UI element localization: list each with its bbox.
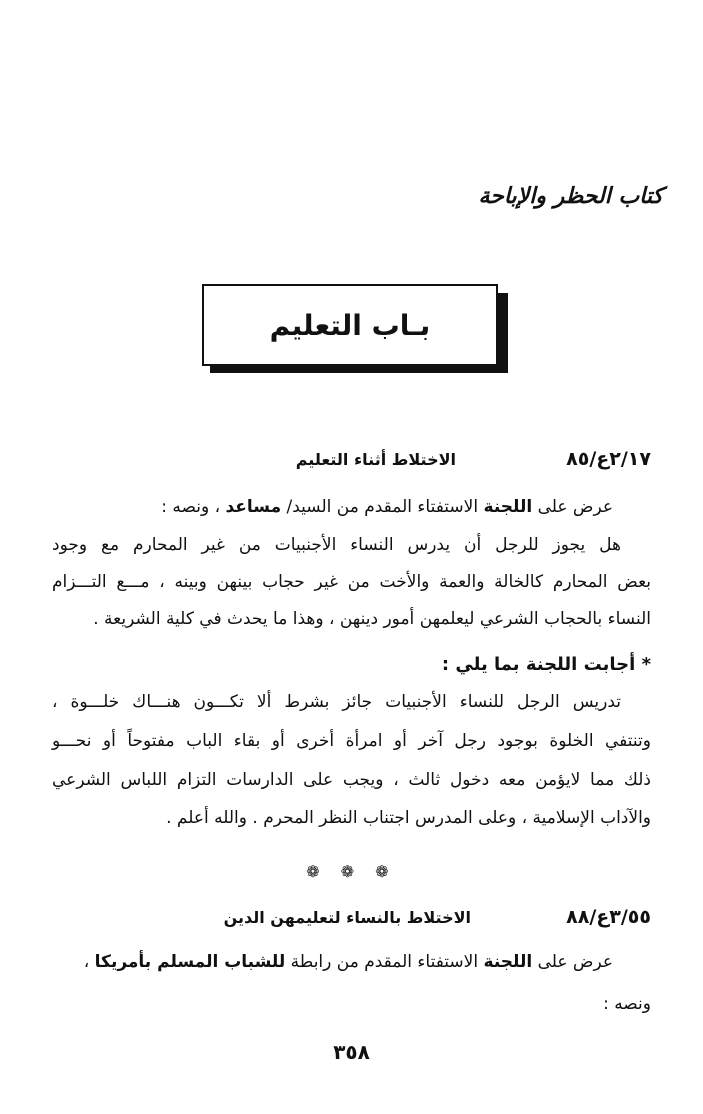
fatwa2-title: الاختلاط بالنساء لتعليمهن الدين (223, 908, 471, 927)
fatwa2-heading (52, 906, 651, 936)
intro-prefix: عرض على (537, 497, 613, 517)
fatwa2-reference: ٣/٥٥ع/٨٨ (566, 906, 651, 928)
question-line-2: بعض المحارم كالخالة والعمة والأخت من غير حجاب بينهن وبينه ، مـــع التـــزام (52, 572, 651, 592)
intro-middle: الاستفتاء المقدم من رابطة (290, 952, 479, 972)
answer-line-2: وتنتفي الخلوة بوجود رجل آخر أو امرأة أخرى أو بقاء الباب مفتوحاً أو نحـــو (52, 731, 651, 751)
fatwa1-reference: ٢/١٧ع/٨٥ (566, 448, 651, 470)
fatwa2-intro-line-2: ونصه : (603, 994, 651, 1014)
chapter-title: بـاب التعليم (269, 308, 431, 342)
fatwa1-intro (52, 495, 613, 519)
intro-prefix: عرض على (537, 952, 613, 972)
intro-asker: مساعد (225, 497, 282, 517)
intro-suffix: ، (83, 952, 90, 972)
intro-middle: الاستفتاء المقدم من السيد/ (286, 497, 479, 517)
page-number: ٣٥٨ (333, 1040, 370, 1064)
answer-line-3: ذلك مما لايؤمن معه دخول ثالث ، ويجب على الدارسات التزام اللباس الشرعي (52, 770, 651, 790)
intro-committee: اللجنة (483, 497, 533, 517)
question-line-3: النساء بالحجاب الشرعي ليعلمهن أمور دينهن ، وهذا ما يحدث في كلية الشريعة . (93, 609, 651, 629)
chapter-box (202, 284, 498, 366)
fatwa1-title: الاختلاط أثناء التعليم (295, 450, 456, 469)
answer-heading (52, 653, 651, 677)
intro-committee: اللجنة (483, 952, 533, 972)
section-separator: ❁ ❁ ❁ (306, 862, 397, 881)
fatwa2-intro (52, 950, 613, 974)
running-header: كتاب الحظر والإباحة (478, 183, 663, 209)
intro-suffix: ، ونصه : (161, 497, 221, 517)
question-line-1: هل يجوز للرجل أن يدرس النساء الأجنبيات من غير المحارم مع وجود (52, 535, 621, 555)
intro-asker: للشباب المسلم بأمريكا (94, 952, 286, 972)
fatwa1-heading (52, 448, 651, 478)
answer-line-4: والآداب الإسلامية ، وعلى المدرس اجتناب النظر المحرم . والله أعلم . (166, 808, 651, 828)
answer-heading-text: * أجابت اللجنة بما يلي : (441, 654, 651, 675)
answer-line-1: تدريس الرجل للنساء الأجنبيات جائز بشرط ألا تكـــون هنـــاك خلـــوة ، (52, 692, 621, 712)
